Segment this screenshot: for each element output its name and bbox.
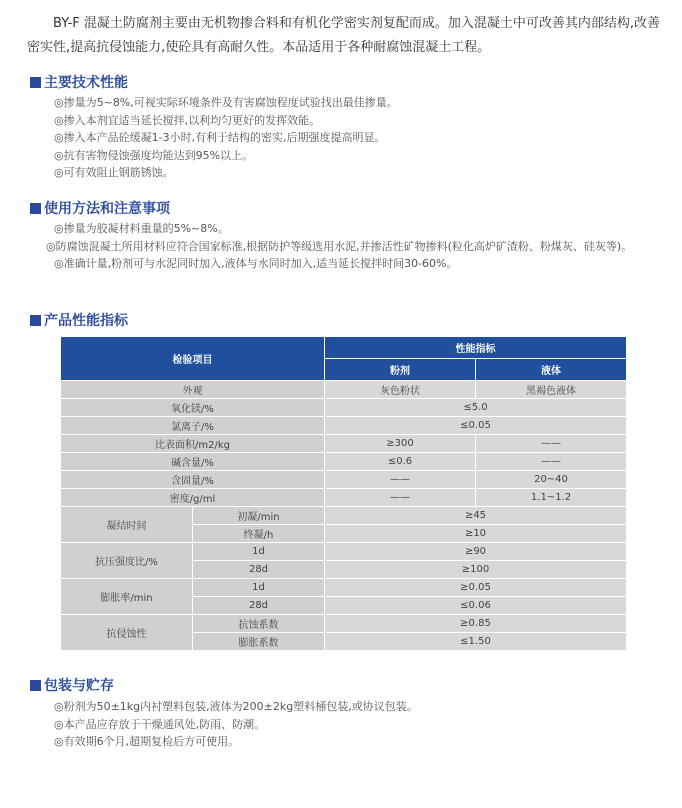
row-sublabel: 膨胀系数 (193, 633, 325, 651)
square-bullet-icon (30, 203, 41, 214)
row-sublabel: 28d (193, 597, 325, 615)
cell-value: ≥100 (325, 561, 627, 579)
cell-value: ≥0.85 (325, 615, 627, 633)
row-label: 碱含量/% (61, 453, 325, 471)
table-row (61, 579, 627, 597)
list-item: ◎掺量为5~8%,可视实际环境条件及有害腐蚀程度试验找出最佳掺量。 (54, 96, 398, 109)
header-index: 性能指标 (325, 337, 627, 359)
list-item: ◎掺入本剂宜适当延长搅拌,以利均匀更好的发挥效能。 (54, 113, 321, 127)
pack-list (36, 698, 676, 751)
row-label: 密度/g/ml (61, 489, 325, 507)
table-row (61, 507, 627, 525)
cell-value: ≤1.50 (325, 633, 627, 651)
row-sublabel: 终凝/h (193, 525, 325, 543)
table-row (61, 471, 627, 489)
square-bullet-icon (30, 315, 41, 326)
list-item: ◎可有效阻止钢筋锈蚀。 (54, 166, 174, 180)
row-label: 含固量/% (61, 471, 325, 489)
header-powder: 粉剂 (325, 359, 476, 381)
section-title-usage: 使用方法和注意事项 (30, 200, 170, 218)
row-sublabel: 1d (193, 579, 325, 597)
list-item: ◎有效期6个月,超期复检后方可使用。 (54, 735, 240, 749)
row-label: 抗侵蚀性 (61, 615, 193, 651)
header-liquid: 液体 (476, 359, 627, 381)
cell-value: 黑褐色液体 (476, 381, 627, 399)
cell-value: ≥300 (325, 435, 476, 453)
usage-list (36, 220, 676, 273)
cell-value: —— (325, 471, 476, 489)
cell-value: ≥10 (325, 525, 627, 543)
cell-value: ≤0.6 (325, 453, 476, 471)
row-label: 凝结时间 (61, 507, 193, 543)
table-row (61, 453, 627, 471)
table-row (61, 435, 627, 453)
list-item: ◎防腐蚀混凝土所用材料应符合国家标准,根据防护等级选用水泥,并掺活性矿物掺料(粒化高炉矿渣粉、粉煤灰、硅灰等)。 (46, 239, 633, 253)
cell-value: 20~40 (476, 471, 627, 489)
table-row (61, 381, 627, 399)
tech-list (36, 94, 676, 182)
spec-table (60, 336, 627, 651)
list-item: ◎准确计量,粉剂可与水泥同时加入,液体与水同时加入,适当延长搅拌时间30-60%。 (54, 257, 458, 271)
row-label: 膨胀率/min (61, 579, 193, 615)
square-bullet-icon (30, 680, 41, 691)
row-label: 外观 (61, 381, 325, 399)
cell-value: ≥0.05 (325, 579, 627, 597)
table-row (61, 399, 627, 417)
header-item: 检验项目 (61, 337, 325, 381)
cell-value: ≤0.05 (325, 417, 627, 435)
cell-value: ≥90 (325, 543, 627, 561)
row-sublabel: 1d (193, 543, 325, 561)
row-sublabel: 28d (193, 561, 325, 579)
intro-paragraph (27, 12, 672, 60)
list-item: ◎掺入本产品砼缓凝1-3小时,有利于结构的密实,后期强度提高明显。 (54, 131, 386, 145)
row-label: 氧化镁/% (61, 399, 325, 417)
cell-value: 1.1~1.2 (476, 489, 627, 507)
list-item: ◎粉剂为50±1kg内衬塑料包装,液体为200±2kg塑料桶包装,或协议包装。 (54, 700, 418, 713)
row-label: 抗压强度比/% (61, 543, 193, 579)
cell-value: ≥45 (325, 507, 627, 525)
cell-value: 灰色粉状 (325, 381, 476, 399)
table-row (61, 543, 627, 561)
list-item: ◎掺量为胶凝材料重量的5%~8%。 (54, 222, 229, 235)
cell-value: —— (476, 435, 627, 453)
cell-value: —— (476, 453, 627, 471)
section-title-tech: 主要技术性能 (30, 74, 128, 92)
row-sublabel: 初凝/min (193, 507, 325, 525)
section-title-spec: 产品性能指标 (30, 312, 128, 330)
table-row (61, 489, 627, 507)
row-sublabel: 抗蚀系数 (193, 615, 325, 633)
table-row (61, 615, 627, 633)
square-bullet-icon (30, 77, 41, 88)
list-item: ◎抗有害物侵蚀强度均能达到95%以上。 (54, 148, 254, 162)
list-item: ◎本产品应存放于干燥通风处,防雨、防潮。 (54, 717, 266, 731)
intro-text: BY-F 混凝土防腐剂主要由无机物掺合料和有机化学密实剂复配而成。加入混凝土中可改善其内部结构,改善密实性,提高抗侵蚀能力,使砼具有高耐久性。本品适用于各种耐腐蚀混凝土工程。 (27, 16, 661, 55)
cell-value: —— (325, 489, 476, 507)
cell-value: ≤5.0 (325, 399, 627, 417)
section-title-pack: 包装与贮存 (30, 677, 114, 695)
row-label: 比表面积/m2/kg (61, 435, 325, 453)
table-row (61, 417, 627, 435)
cell-value: ≤0.06 (325, 597, 627, 615)
row-label: 氯离子/% (61, 417, 325, 435)
